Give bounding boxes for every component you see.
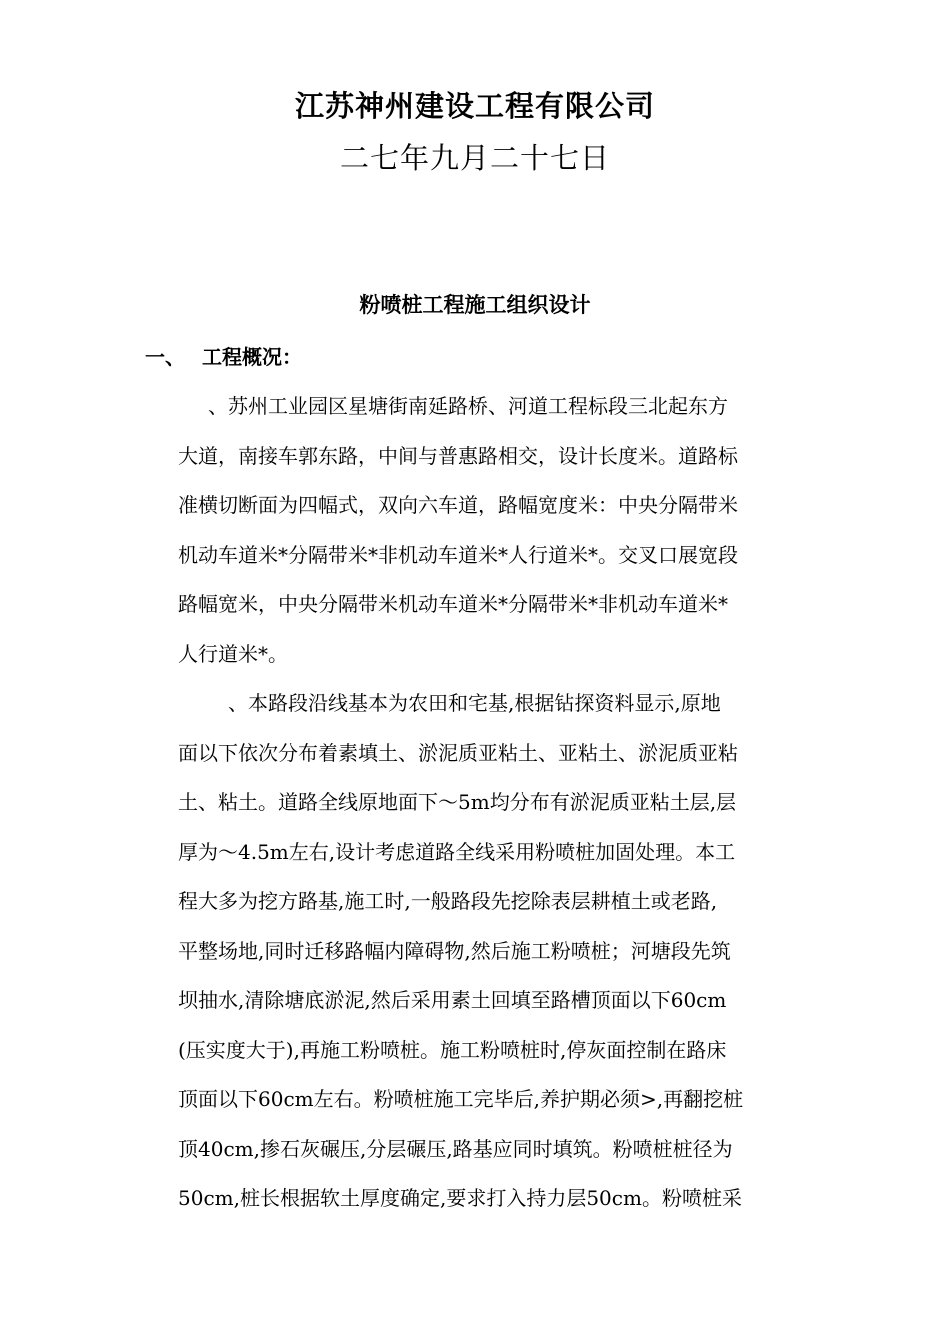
paragraph-geology (178, 679, 808, 1224)
text-line: 机动车道米*分隔带米*非机动车道米*人行道米*。交叉口展宽段 (178, 542, 738, 567)
text-line: 顶40cm,掺石灰碾压,分层碾压,路基应同时填筑。粉喷桩桩径为 (178, 1136, 733, 1161)
text-line: 50cm,桩长根据软土厚度确定,要求打入持力层50cm。粉喷桩采 (178, 1186, 742, 1210)
text-line: 大道，南接车郭东路，中间与普惠路相交，设计长度米。道路标 (178, 443, 738, 468)
text-line: 面以下依次分布着素填土、淤泥质亚粘土、亚粘土、淤泥质亚粘 (178, 740, 738, 765)
text-line: 平整场地,同时迁移路幅内障碍物,然后施工粉喷桩；河塘段先筑 (178, 938, 731, 963)
section-number: 一、 (145, 345, 185, 369)
text-line: 人行道米*。 (178, 641, 288, 666)
text-line: 顶面以下60cm左右。粉喷桩施工完毕后,养护期必须>,再翻挖桩 (178, 1087, 744, 1111)
document-title: 粉喷桩工程施工组织设计 (359, 293, 591, 317)
text-line: 路幅宽米，中央分隔带米机动车道米*分隔带米*非机动车道米* (178, 592, 728, 616)
text-line: 程大多为挖方路基,施工时,一般路段先挖除表层耕植土或老路, (178, 889, 718, 913)
document-date: 二七年九月二十七日 (339, 141, 610, 175)
text-line: 厚为～4.5m左右,设计考虑道路全线采用粉喷桩加固处理。本工 (178, 839, 736, 864)
text-line: 、苏州工业园区星塘街南延路桥、河道工程标段三北起东方 (208, 394, 728, 418)
company-name: 江苏神州建设工程有限公司 (294, 89, 655, 123)
paragraph-project-overview (178, 382, 808, 679)
text-line: 土、粘土。道路全线原地面下～5m均分布有淤泥质亚粘土层,层 (178, 790, 737, 814)
section-title: 工程概况： (202, 345, 302, 369)
text-line: (压实度大于),再施工粉喷桩。施工粉喷桩时,停灰面控制在路床 (178, 1037, 727, 1062)
text-line: 、本路段沿线基本为农田和宅基,根据钻探资料显示,原地 (228, 691, 721, 715)
text-line: 坝抽水,清除塘底淤泥,然后采用素土回填至路槽顶面以下60cm (178, 988, 727, 1012)
text-line: 准横切断面为四幅式，双向六车道，路幅宽度米：中央分隔带米 (178, 493, 738, 517)
section-heading (145, 340, 302, 374)
